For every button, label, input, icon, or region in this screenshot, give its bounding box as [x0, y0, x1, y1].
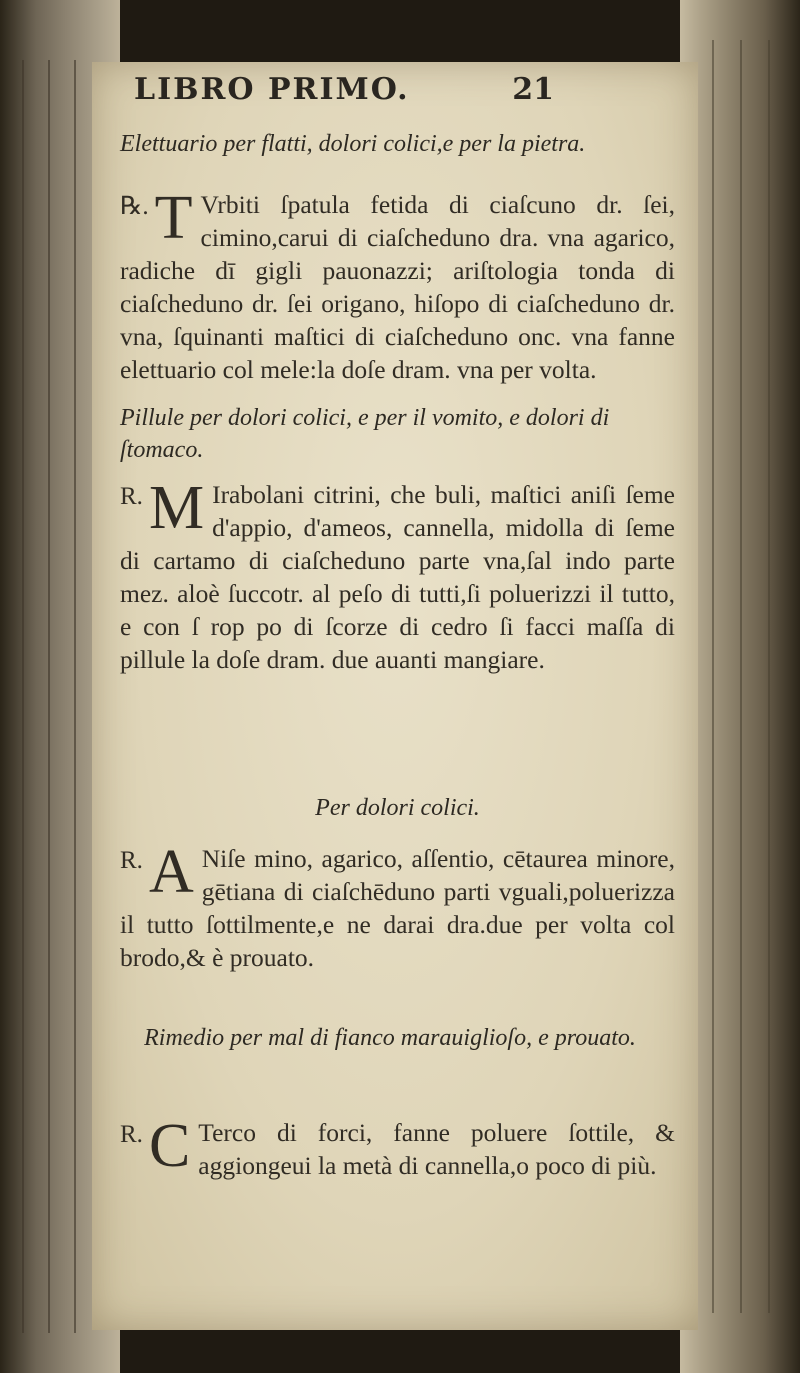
recipe-text: Niſe mino, agarico, aſſentio, cētaurea minore, gētiana di ciaſchēduno parti vguali,poluerizza il tutto ſottilmente,e ne darai dra.due per volta col brodo,& è prouato. — [120, 844, 675, 972]
recipe-symbol: ℞. — [120, 193, 149, 220]
recipe-text: Irabolani citrini, che buli, maſtici aniſi ſeme d'appio, d'ameos, cannella, midolla di ſeme di cartamo di ciaſcheduno parte vna,ſal indo parte mez. aloè ſuccotr. al peſo di tutti,ſi poluerizzi il tutto, e con ſ rop po di ſcorze di cedro ſi facci maſſa di pillule la doſe dram. due auanti mangiare. — [120, 480, 675, 674]
running-head — [134, 72, 554, 107]
recipe-section — [120, 128, 680, 160]
page-edge-line — [74, 60, 76, 1333]
page-title: LIBRO PRIMO. — [134, 72, 410, 107]
page-edge-line — [740, 40, 742, 1313]
drop-capital: C — [148, 1112, 191, 1180]
recipe-symbol: R. — [120, 847, 143, 874]
recipe-heading: Rimedio per mal di fianco marauiglioſo, e prouato. — [144, 1025, 636, 1051]
recipe-symbol: R. — [120, 1121, 143, 1148]
page-edge-line — [768, 40, 770, 1313]
recipe-body — [120, 1112, 675, 1182]
page-number: 21 — [512, 72, 554, 107]
recipe-symbol: R. — [120, 483, 143, 510]
recipe-heading: Pillule per dolori colici, e per il vomito, e dolori di ſtomaco. — [120, 405, 610, 463]
drop-capital: T — [154, 184, 193, 252]
recipe-text: Terco di forci, fanne poluere ſottile, & aggiongeui la metà di cannella,o poco di più. — [198, 1118, 675, 1180]
page-edge-line — [712, 40, 714, 1313]
drop-capital: A — [148, 838, 194, 906]
drop-capital: M — [148, 474, 205, 542]
recipe-text: Vrbiti ſpatula fetida di ciaſcuno dr. ſei, cimino,carui di ciaſcheduno dra. vna agarico, radiche dī gigli pauonazzi; ariſtologia tonda di ciaſcheduno dr. ſei origano, hiſopo di ciaſcheduno dr. vna, ſquinanti maſtici di ciaſcheduno onc. vna fanne elettuario col mele:la doſe dram. vna per volta. — [120, 190, 675, 384]
recipe-heading: Per dolori colici. — [315, 795, 480, 821]
page-edge-line — [48, 60, 50, 1333]
recipe-body — [120, 184, 675, 386]
book-right-page-edges — [680, 0, 800, 1373]
page-edge-line — [22, 60, 24, 1333]
recipe-heading: Elettuario per flatti, dolori colici,e per la pietra. — [120, 131, 586, 157]
recipe-body — [120, 474, 675, 676]
recipe-body — [120, 838, 675, 974]
